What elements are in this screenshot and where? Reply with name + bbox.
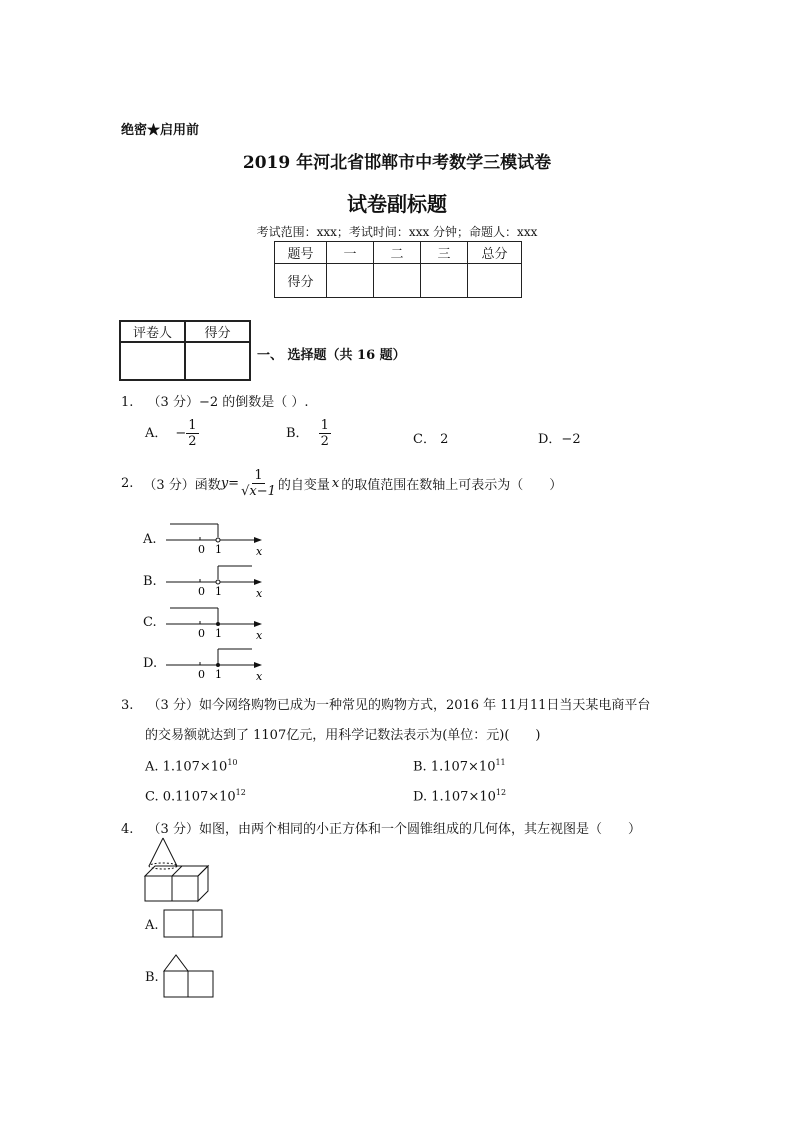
confidential-label: 绝密★启用前 (121, 123, 200, 138)
question-text: （3 分）−2 的倒数是（ ）. (147, 395, 309, 410)
option-text: C. 0.1107×10 (145, 789, 236, 805)
minus-sign: − (175, 426, 187, 441)
solid-figure (140, 836, 216, 904)
tick-label: 1 (215, 627, 222, 640)
grader-cell (120, 342, 185, 380)
question-number: 2. (121, 476, 134, 491)
q4-option-b-figure (160, 951, 218, 1001)
grader-table (119, 320, 251, 381)
q4-option-a-label: A. (145, 918, 159, 933)
exponent: 12 (495, 788, 507, 797)
q1-option-a (145, 418, 199, 449)
number-line-c (160, 602, 270, 644)
score-header-cell: 二 (374, 242, 421, 264)
tick-label: 0 (198, 543, 205, 556)
exponent: 11 (495, 758, 506, 767)
variable-x: x (331, 476, 340, 491)
denominator: 2 (188, 434, 197, 449)
exam-subtitle: 试卷副标题 (347, 192, 447, 216)
fraction (319, 418, 331, 449)
score-cell (374, 264, 421, 298)
numerator: 1 (320, 418, 329, 433)
q3-option-c (145, 788, 246, 804)
question-text: （3 分）如今网络购物已成为一种常见的购物方式，2016 年 11月11日当天某电商平台 (147, 698, 651, 713)
denominator: √x−1 (241, 484, 276, 499)
grader-cell (185, 342, 250, 380)
q1-option-b (286, 418, 331, 449)
question-text: 的自变量 (277, 478, 330, 493)
score-cell (468, 264, 522, 298)
q2-option-a-label: A. (143, 532, 157, 547)
tick-label: 1 (215, 668, 222, 681)
question-text: （3 分）函数 (143, 478, 221, 493)
exam-info: 考试范围：xxx；考试时间：xxx 分钟；命题人：xxx (256, 225, 538, 239)
question-4 (121, 818, 641, 837)
option-label: A． (145, 426, 168, 441)
tick-label: 0 (198, 627, 205, 640)
score-header-cell: 题号 (275, 242, 327, 264)
exponent: 10 (227, 758, 238, 767)
axis-label: x (256, 545, 263, 558)
tick-label: 1 (215, 585, 222, 598)
tick-label: 1 (215, 543, 222, 556)
q3-option-a (145, 758, 238, 774)
q4-option-b-label: B. (145, 970, 159, 985)
equals-sign: = (228, 476, 240, 491)
tick-label: 0 (198, 668, 205, 681)
score-cell (421, 264, 468, 298)
q4-option-a-figure (163, 909, 225, 939)
question-text: 的取值范围在数轴上可表示为（ ） (341, 478, 563, 493)
question-3 (121, 694, 650, 713)
score-header-cell: 总分 (468, 242, 522, 264)
score-header-cell: 一 (327, 242, 374, 264)
score-row-label: 得分 (275, 264, 327, 298)
variable-y: y (220, 476, 229, 491)
q2-option-d-label: D. (143, 656, 158, 671)
question-2 (121, 468, 562, 499)
question-number: 4. (121, 822, 134, 837)
option-text: D. 1.107×10 (413, 789, 496, 805)
fraction (239, 468, 278, 499)
tick-label: 0 (198, 585, 205, 598)
number-line-d (160, 643, 270, 685)
denominator: 2 (320, 434, 329, 449)
score-header-cell: 三 (421, 242, 468, 264)
grader-header: 评卷人 (120, 321, 185, 342)
grader-score-header: 得分 (185, 321, 250, 342)
question-1 (121, 391, 309, 410)
q1-option-c: C． 2 (413, 432, 449, 447)
number-line-a (160, 518, 270, 560)
score-cell (327, 264, 374, 298)
question-number: 3. (121, 698, 134, 713)
q2-option-b-label: B. (143, 574, 157, 589)
q1-option-d: D．−2 (538, 432, 581, 447)
fraction (186, 418, 198, 449)
option-label: B． (286, 426, 309, 441)
q2-option-c-label: C. (143, 615, 157, 630)
numerator: 1 (188, 418, 197, 433)
axis-label: x (256, 670, 263, 683)
option-text: B. 1.107×10 (413, 759, 496, 775)
axis-label: x (256, 629, 263, 642)
score-table (274, 241, 522, 298)
question-3-line2: 的交易额就达到了 1107亿元，用科学记数法表示为(单位：元)( ) (145, 728, 541, 743)
exam-title: 2019 年河北省邯郸市中考数学三模试卷 (242, 153, 552, 173)
number-line-b (160, 560, 270, 602)
option-text: A. 1.107×10 (145, 759, 228, 775)
numerator: 1 (254, 468, 263, 483)
q3-option-b (413, 758, 506, 774)
exponent: 12 (235, 788, 246, 797)
question-text: （3 分）如图，由两个相同的小正方体和一个圆锥组成的几何体，其左视图是（ ） (147, 822, 641, 837)
axis-label: x (256, 587, 263, 600)
q3-option-d (413, 788, 506, 804)
section-heading: 一、 选择题（共 16 题） (257, 348, 406, 363)
question-number: 1. (121, 395, 134, 410)
